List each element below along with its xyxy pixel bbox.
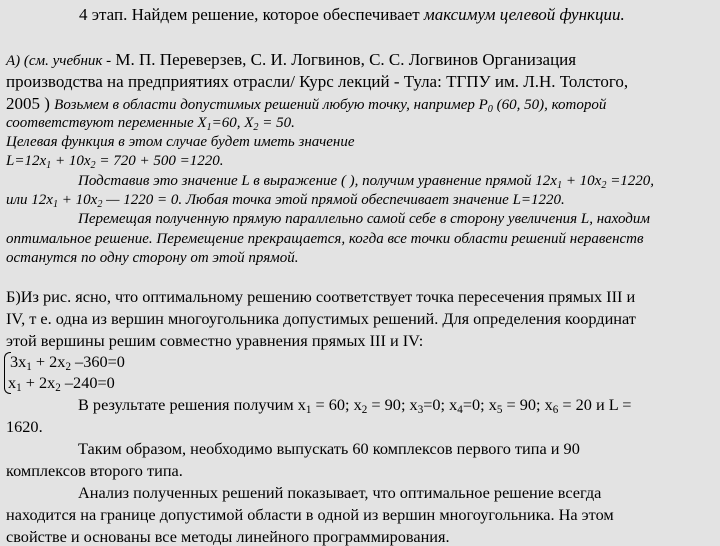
subscript: 5 [496,404,503,417]
subscript: 6 [552,404,559,417]
text: L=12x [6,153,47,169]
text: –360=0 [70,352,125,371]
subscript: 2 [90,159,96,171]
equation-2 [8,373,115,395]
reference-line-2: производства на предприятиях отрасли/ Курс лекций - Тула: ТГПУ им. Л.Н. Толстого, [6,72,629,91]
subscript: 2 [601,179,607,191]
conclusion-line-1: Таким образом, необходимо выпускать 60 комплексов первого типа и 90 [78,439,580,458]
text: + 2x [21,373,56,392]
text: = 20 и L = [558,395,632,414]
subscript: 2 [97,198,103,210]
text: 3x [10,352,27,371]
subscript: 4 [457,404,463,417]
text: Подставив это значение L в выражение ( ), получим уравнение прямой 12x [78,173,557,189]
conclusion-line-2: комплексов второго типа. [6,461,183,480]
part-b-line-1: Б)Из рис. ясно, что оптимальному решению соответствует точка пересечения прямых III и [6,287,636,306]
subscript: 2 [253,121,259,133]
part-b-line-3: этой вершины решим совместно уравнения прямых III и IV: [6,331,424,350]
subscript: 1 [16,382,22,395]
subscript: 0 [487,103,493,115]
part-a-line-3 [6,95,606,113]
conclusion-line-4: находится на границе допустимой области в одной из вершин многоугольника. На этом [6,505,614,524]
text: + 10x [562,173,602,189]
reference-year: 2005 ) [6,94,50,113]
part-a-line-1 [6,51,576,69]
text: (60, 50), которой [492,97,607,113]
part-a-line-11: останутся по одну сторону от этой прямой. [6,250,299,266]
conclusion-line-5: свойстве и основаны все методы линейного программирования. [6,527,450,546]
part-a-line-8 [6,193,565,208]
text: = 90; x [367,395,418,414]
text: =0; x [462,395,497,414]
subscript: 1 [305,404,312,417]
part-b-line-2: IV, т е. одна из вершин многоугольника допустимых решений. Для определения координат [6,309,636,328]
equation-1 [10,352,125,374]
text: = 720 + 500 =1220. [95,153,224,169]
subscript: 2 [361,404,368,417]
part-a-lead: А) (см. учебник - [6,53,112,69]
part-a-line-4 [6,116,295,131]
part-a-line-9: Перемещая полученную прямую параллельно самой себе в сторону увеличения L, находим [78,211,650,227]
result-line [78,395,632,417]
text: + 2x [31,352,66,371]
text: или 12x [6,192,53,208]
subscript: 2 [55,382,61,395]
text: В результате решения получим x [78,395,306,414]
subscript: 1 [26,361,32,374]
text: = 90; x [502,395,553,414]
part-a-line-7 [78,174,654,189]
subscript: 2 [65,361,71,374]
subscript: 1 [46,159,52,171]
subscript: 1 [52,198,59,210]
text: =60, X [211,115,254,131]
subscript: 1 [556,179,563,191]
text: =1220, [606,173,655,189]
reference-text: М. П. Переверзев, С. И. Логвинов, С. С. Логвинов Организация [115,50,577,69]
text: = 60; x [311,395,362,414]
text: –240=0 [60,373,115,392]
text: + 10x [58,192,98,208]
result-value: 1620. [6,417,43,436]
text: соответствуют переменные X [6,115,207,131]
section-heading [79,6,625,23]
text: = 50. [258,115,295,131]
conclusion-line-3: Анализ полученных решений показывает, что оптимальное решение всегда [78,483,602,502]
subscript: 1 [206,121,212,133]
text: =0; x [423,395,458,414]
part-a-line-5: Целевая функция в этом случае будет иметь значение [6,134,355,150]
text: x [8,373,17,392]
text: + 10x [51,153,91,169]
stage-label: 4 этап. [79,5,128,24]
part-a-line-6 [6,154,223,169]
part-a-line-10: оптимальное решение. Перемещение прекращается, когда все точки области решений неравенств [6,231,644,247]
heading-italic: максимум целевой функции. [423,5,625,24]
heading-text: Найдем решение, которое обеспечивает [131,5,420,24]
text: — 1220 = 0. Любая точка этой прямой обеспечивает значение L=1220. [102,192,565,208]
subscript: 3 [417,404,424,417]
text: Возьмем в области допустимых решений любую точку, например P [54,97,488,113]
